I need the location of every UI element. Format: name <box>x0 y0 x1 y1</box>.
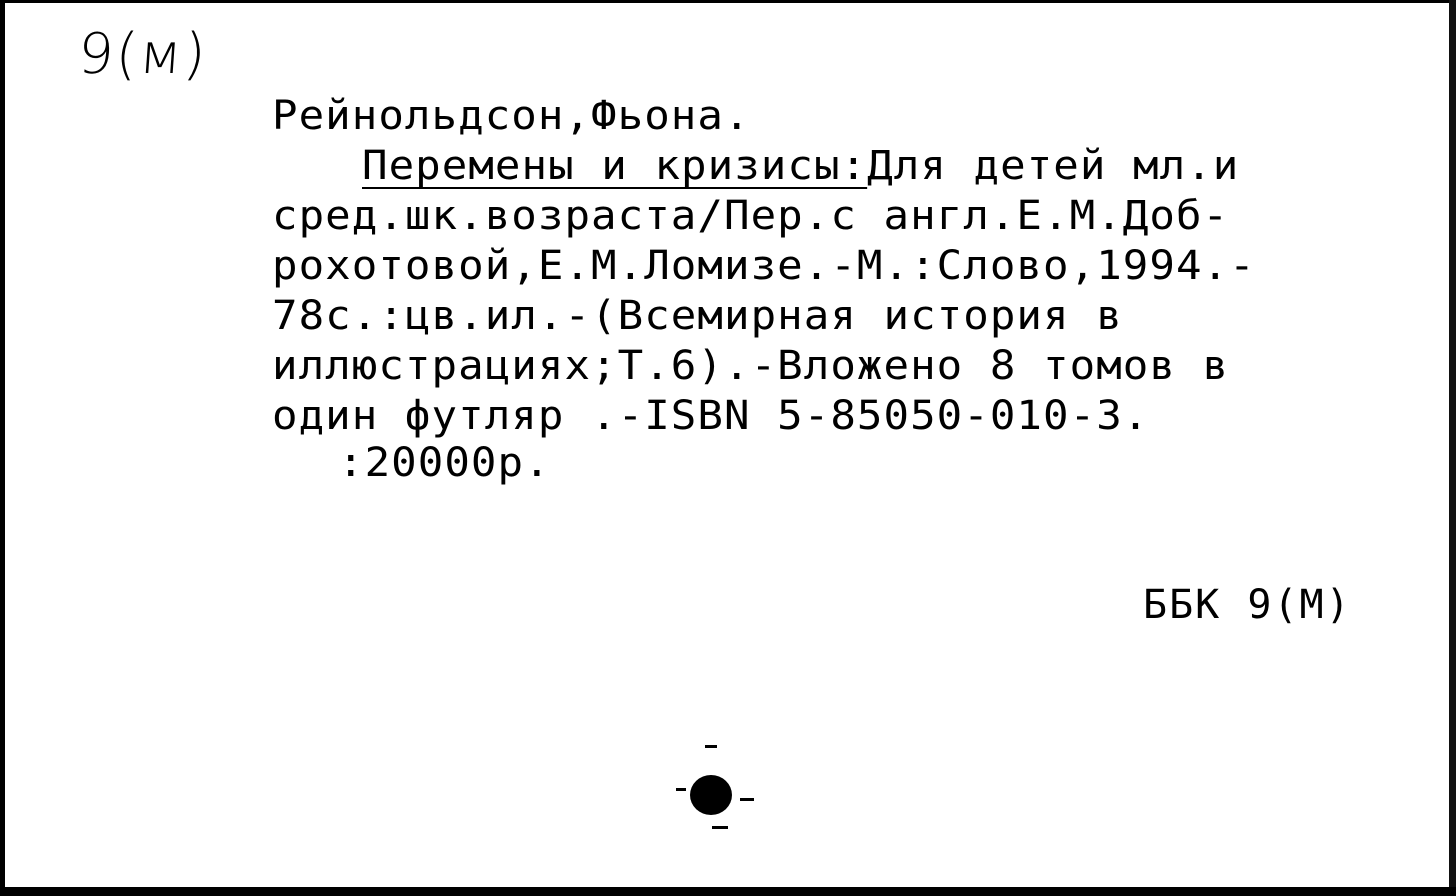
title-line <box>362 140 1239 192</box>
hole-debris <box>705 745 717 748</box>
hole-debris <box>676 788 686 791</box>
title-text: Перемены и кризисы: <box>362 143 868 189</box>
hole-debris <box>740 798 754 801</box>
card-left-edge <box>0 0 5 896</box>
card-right-edge <box>1449 0 1456 896</box>
description-line-4: 78с.:цв.ил.-(Всемирная история в <box>272 293 1123 339</box>
author-line: Рейнольдсон,Фьона. <box>272 93 751 139</box>
handwritten-call-number: 9(м) <box>75 22 210 87</box>
description-line-1: Для детей мл.и <box>867 143 1240 189</box>
description-line-2: сред.шк.возраста/Пер.с англ.Е.М.Доб- <box>272 193 1230 239</box>
hole-debris <box>712 826 728 829</box>
bbk-classification: ББК 9(М) <box>1143 582 1352 628</box>
description-line-3: рохотовой,Е.М.Ломизе.-М.:Слово,1994.- <box>272 243 1256 289</box>
description-line-6: один футляр .-ISBN 5-85050-010-3. <box>272 393 1150 439</box>
card-punch-hole <box>690 775 732 815</box>
price-line: :20000р. <box>338 440 551 486</box>
description-line-5: иллюстрациях;Т.6).-Вложено 8 томов в <box>272 343 1230 389</box>
card-bottom-edge <box>0 887 1456 896</box>
card-top-edge <box>0 0 1456 3</box>
